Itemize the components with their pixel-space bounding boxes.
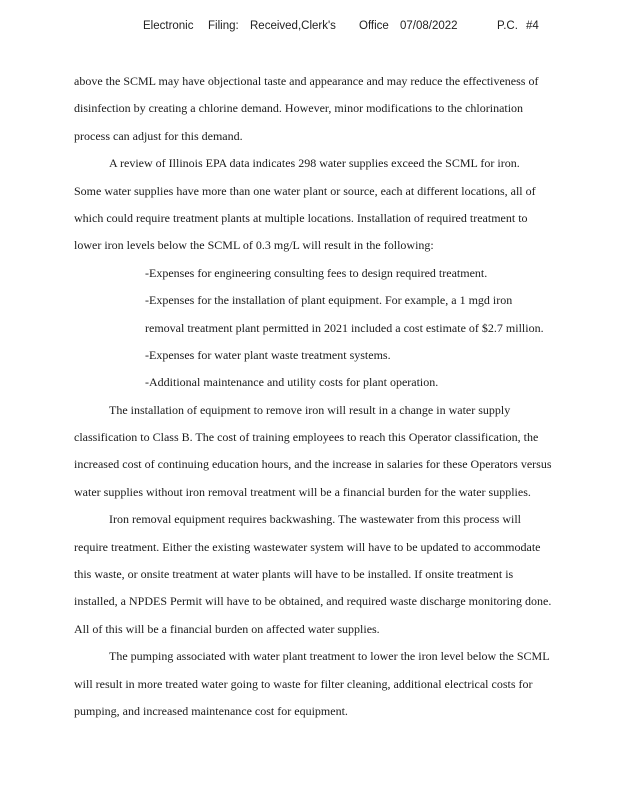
paragraph-line: pumping, and increased maintenance cost for equipment.	[74, 703, 348, 718]
paragraph-line: process can adjust for this demand.	[74, 128, 243, 143]
paragraph-line: above the SCML may have objectional taste and appearance and may reduce the effectiveness of	[74, 74, 539, 88]
header-office: Office	[359, 20, 389, 32]
paragraph-line: this waste, or onsite treatment at water plants will have to be installed. If onsite treatment is	[74, 567, 514, 582]
paragraph-line: A review of Illinois EPA data indicates 298 water supplies exceed the SCML for iron.	[109, 156, 520, 171]
paragraph-line: water supplies without iron removal treatment will be a financial burden for the water supplies.	[74, 484, 531, 499]
paragraph-line: will result in more treated water going to waste for filter cleaning, additional electrical costs for	[74, 676, 533, 691]
list-item: -Additional maintenance and utility costs for plant operation.	[145, 375, 439, 390]
paragraph-line: The installation of equipment to remove iron will result in a change in water supply	[109, 402, 511, 417]
header-date: 07/08/2022	[400, 20, 458, 32]
paragraph-line: All of this will be a financial burden on affected water supplies.	[74, 621, 380, 636]
filing-header	[0, 20, 618, 36]
paragraph-line: disinfection by creating a chlorine demand. However, minor modifications to the chlorination	[74, 101, 524, 116]
list-item: -Expenses for engineering consulting fees to design required treatment.	[145, 265, 488, 280]
paragraph-line: The pumping associated with water plant treatment to lower the iron level below the SCML	[109, 649, 550, 664]
paragraph-line: classification to Class B. The cost of training employees to reach this Operator classification, the	[74, 430, 539, 445]
header-received: Received,Clerk's	[250, 20, 336, 32]
list-item: -Expenses for water plant waste treatment systems.	[145, 347, 391, 362]
paragraph-line: increased cost of continuing education hours, and the increase in salaries for these Operators versus	[74, 457, 552, 472]
list-item: -Expenses for the installation of plant equipment. For example, a 1 mgd iron	[145, 293, 513, 308]
header-filing: Filing:	[208, 20, 239, 32]
list-item: removal treatment plant permitted in 2021 included a cost estimate of $2.7 million.	[145, 320, 544, 335]
header-electronic: Electronic	[143, 20, 194, 32]
paragraph-line: Some water supplies have more than one water plant or source, each at different locations, all of	[74, 183, 536, 198]
paragraph-line: require treatment. Either the existing wastewater system will have to be updated to accommodate	[74, 539, 541, 554]
paragraph-line: lower iron levels below the SCML of 0.3 mg/L will result in the following:	[74, 238, 434, 253]
document-body	[74, 68, 614, 725]
paragraph-line: which could require treatment plants at multiple locations. Installation of required treatment to	[74, 210, 528, 225]
header-number: #4	[526, 20, 539, 32]
paragraph-line: Iron removal equipment requires backwashing. The wastewater from this process will	[109, 512, 521, 527]
paragraph-line: installed, a NPDES Permit will have to be obtained, and required waste discharge monitoring done.	[74, 594, 552, 609]
header-pc: P.C.	[497, 20, 518, 32]
